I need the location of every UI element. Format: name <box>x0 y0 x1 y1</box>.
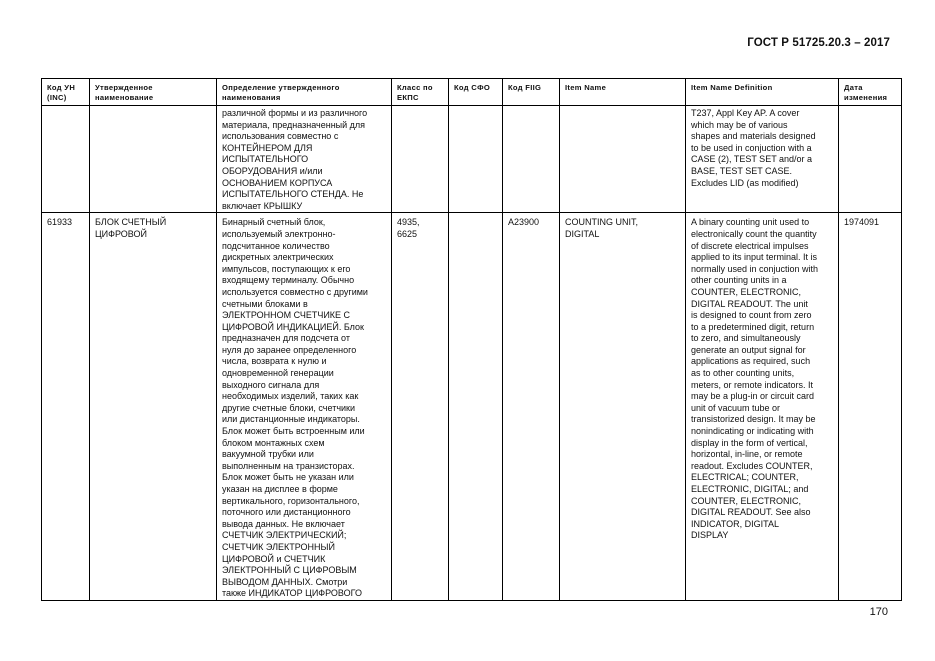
col-header-definition-ru: Определение утвержденного наименования <box>217 79 392 106</box>
header-row <box>42 79 902 106</box>
col-header-approved-name: Утвержденное наименование <box>90 79 217 106</box>
cell-sfo <box>449 106 503 213</box>
cell-inc <box>42 106 90 213</box>
cell-sfo <box>449 213 503 601</box>
col-header-item-name: Item Name <box>560 79 686 106</box>
col-header-change-date: Дата изменения <box>839 79 902 106</box>
cell-change-date: 1974091 <box>839 213 902 601</box>
cell-change-date <box>839 106 902 213</box>
col-header-definition-en: Item Name Definition <box>686 79 839 106</box>
document-code: ГОСТ Р 51725.20.3 – 2017 <box>747 37 890 49</box>
cell-definition-en: A binary counting unit used to electronically count the quantity of discrete electrical impulses applied to its input terminal. It is normally used in conjuction with other counting units in a COUNTER, ELECTRONIC, DIGITAL READOUT. The unit is designed to count from zero to a predetermined digit, return to zero, and simultaneously generate an output signal for applications as required, such as to other counting units, meters, or remote indicators. It may be a plug-in or circuit card unit of vacuum tube or transistorized design. It may be nonindicating or indicating with display in the form of vertical, horizontal, in-line, or remote readout. Excludes COUNTER, ELECTRICAL; COUNTER, ELECTRONIC, DIGITAL; and COUNTER, ELECTRONIC, DIGITAL READOUT. See also INDICATOR, DIGITAL DISPLAY <box>686 213 839 601</box>
cell-definition-en: T237, Appl Key AP. A cover which may be of various shapes and materials designed to be used in conjuction with a CASE (2), TEST SET and/or a BASE, TEST SET CASE. Excludes LID (as modified) <box>686 106 839 213</box>
col-header-class: Класс по ЕКПС <box>392 79 449 106</box>
cell-inc: 61933 <box>42 213 90 601</box>
catalog-table <box>41 78 902 601</box>
table-row <box>42 213 902 601</box>
col-header-sfo: Код СФО <box>449 79 503 106</box>
cell-fiig <box>503 106 560 213</box>
cell-item-name <box>560 106 686 213</box>
cell-definition-ru: Бинарный счетный блок, используемый электронно- подсчитанное количество дискретных электрических импульсов, поступающих к его входящему терминалу. Обычно используется совместно с другими счетными блоками в ЭЛЕКТРОННОМ СЧЕТЧИКЕ С ЦИФРОВОЙ ИНДИКАЦИЕЙ. Блок предназначен для подсчета от нуля до заранее определенного числа, возврата к нулю и одновременной генерации выходного сигнала для необходимых изделий, таких как другие счетные блоки, счетчики или дистанционные индикаторы. Блок может быть встроенным или блоком монтажных схем вакуумной трубки или выполненным на транзисторах. Блок может быть не указан или указан на дисплее в форме вертикального, горизонтального, поточного или дистанционного вывода данных. Не включает СЧЕТЧИК ЭЛЕКТРИЧЕСКИЙ; СЧЕТЧИК ЭЛЕКТРОННЫЙ ЦИФРОВОЙ и СЧЕТЧИК ЭЛЕКТРОННЫЙ С ЦИФРОВЫМ ВЫВОДОМ ДАННЫХ. Смотри также ИНДИКАТОР ЦИФРОВОГО <box>217 213 392 601</box>
cell-class <box>392 106 449 213</box>
cell-approved-name: БЛОК СЧЕТНЫЙ ЦИФРОВОЙ <box>90 213 217 601</box>
cell-item-name: COUNTING UNIT, DIGITAL <box>560 213 686 601</box>
page-number: 170 <box>869 606 888 618</box>
cell-approved-name <box>90 106 217 213</box>
col-header-fiig: Код FIIG <box>503 79 560 106</box>
table-row <box>42 106 902 213</box>
cell-class: 4935, 6625 <box>392 213 449 601</box>
cell-definition-ru: различной формы и из различного материала, предназначенный для использования совместно с КОНТЕЙНЕРОМ ДЛЯ ИСПЫТАТЕЛЬНОГО ОБОРУДОВАНИЯ и/или ОСНОВАНИЕМ КОРПУСА ИСПЫТАТЕЛЬНОГО СТЕНДА. Не включает КРЫШКУ <box>217 106 392 213</box>
col-header-inc: Код УН (INC) <box>42 79 90 106</box>
cell-fiig: A23900 <box>503 213 560 601</box>
